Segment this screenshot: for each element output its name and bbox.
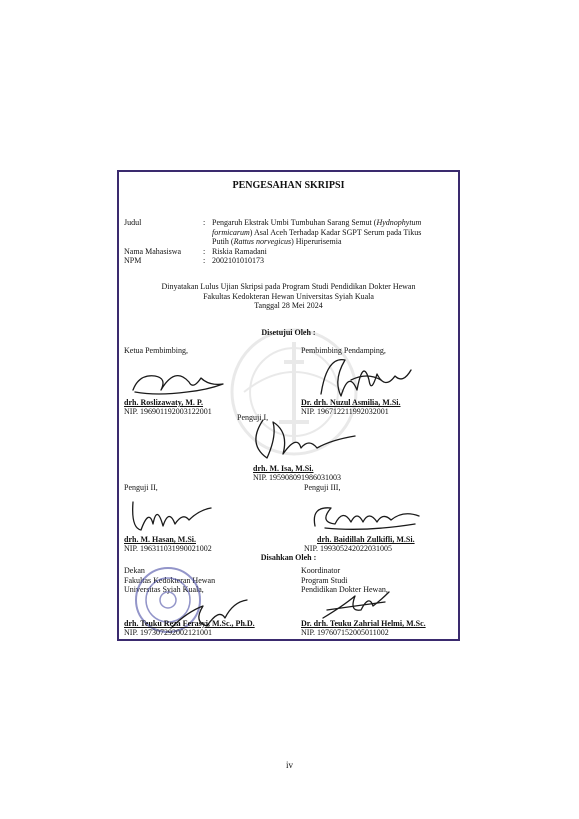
approval-frame bbox=[117, 170, 460, 641]
judul-line-1 bbox=[212, 218, 421, 228]
penguji1-nip: NIP. 195908091986031003 bbox=[253, 473, 342, 482]
pendamping-role: Pembimbing Pendamping, bbox=[301, 346, 386, 355]
pendamping-name: Dr. drh. Nuzul Asmilia, M.Si. bbox=[301, 398, 401, 407]
penguji1-role: Penguji I, bbox=[237, 413, 269, 422]
npm-label: NPM bbox=[124, 256, 142, 265]
nama-colon: : bbox=[203, 247, 206, 256]
penguji2-signature-icon bbox=[127, 494, 217, 536]
penguji3-nip: NIP. 199305242022031005 bbox=[304, 544, 393, 553]
koordinator-name: Dr. drh. Teuku Zahrial Helmi, M.Sc. bbox=[301, 619, 426, 628]
npm-value: 2002101010173 bbox=[212, 256, 264, 265]
judul-line-3-text-a: Putih ( bbox=[212, 237, 234, 246]
statement-line-3: Tanggal 28 Mei 2024 bbox=[254, 301, 323, 310]
penguji3-role: Penguji III, bbox=[304, 483, 341, 492]
judul-colon: : bbox=[203, 218, 206, 227]
penguji2-nip: NIP. 196311031990021002 bbox=[124, 544, 212, 553]
penguji3-name: drh. Baidillah Zulkifli, M.Si. bbox=[317, 535, 415, 544]
penguji3-signature-icon bbox=[305, 498, 425, 534]
judul-label: Judul bbox=[124, 218, 142, 227]
penguji1-name: drh. M. Isa, M.Si. bbox=[253, 464, 314, 473]
dekan-name: drh. Teuku Reza Ferasyi, M.Sc., Ph.D. bbox=[124, 619, 255, 628]
npm-colon: : bbox=[203, 256, 206, 265]
koordinator-nip: NIP. 197607152005011002 bbox=[301, 628, 389, 637]
judul-line-2 bbox=[212, 228, 421, 238]
ketua-role: Ketua Pembimbing, bbox=[124, 346, 188, 355]
dekan-nip: NIP. 197307292002121001 bbox=[124, 628, 213, 637]
judul-line-3-text-b: ) Hiperurisemia bbox=[291, 237, 342, 246]
statement-line-1: Dinyatakan Lulus Ujian Skripsi pada Program Studi Pendidikan Dokter Hewan bbox=[161, 282, 416, 291]
dekan-role-3: Universitas Syiah Kuala, bbox=[124, 585, 204, 594]
koordinator-role-1: Koordinator bbox=[301, 566, 341, 575]
penguji1-signature-icon bbox=[243, 414, 363, 466]
pendamping-nip: NIP. 196712211992032001 bbox=[301, 407, 389, 416]
approved-heading: Disetujui Oleh : bbox=[261, 328, 316, 337]
ratified-heading: Disahkan Oleh : bbox=[260, 553, 317, 562]
nama-value: Riskia Ramadani bbox=[212, 247, 267, 256]
judul-line-1-italic: Hydnophytum bbox=[376, 218, 422, 227]
nama-label: Nama Mahasiswa bbox=[124, 247, 182, 256]
penguji2-name: drh. M. Hasan, M.Si. bbox=[124, 535, 197, 544]
ketua-signature-icon bbox=[127, 360, 237, 400]
page-number: iv bbox=[285, 760, 293, 770]
judul-line-2-text: ) Asal Aceh Terhadap Kadar SGPT Serum pada Tikus bbox=[249, 227, 422, 237]
judul-line-3 bbox=[212, 237, 342, 247]
judul-line-2-italic: formicarum bbox=[212, 227, 250, 237]
statement-line-2: Fakultas Kedokteran Hewan Universitas Syiah Kuala bbox=[203, 291, 374, 301]
ketua-nip: NIP. 196901192003122001 bbox=[124, 407, 212, 416]
koordinator-role-3: Pendidikan Dokter Hewan, bbox=[301, 585, 388, 594]
dekan-role-2: Fakultas Kedokteran Hewan bbox=[124, 575, 216, 585]
pendamping-signature-icon bbox=[311, 350, 421, 402]
judul-line-3-italic: Rattus norvegicus bbox=[233, 237, 292, 246]
judul-line-1-text: Pengaruh Ekstrak Umbi Tumbuhan Sarang Semut ( bbox=[212, 218, 377, 227]
ketua-name: drh. Roslizawaty, M. P. bbox=[124, 398, 204, 407]
penguji2-role: Penguji II, bbox=[124, 483, 158, 492]
koordinator-role-2: Program Studi bbox=[301, 575, 348, 585]
page-title: PENGESAHAN SKRIPSI bbox=[232, 180, 345, 191]
dekan-role-1: Dekan bbox=[124, 566, 145, 575]
